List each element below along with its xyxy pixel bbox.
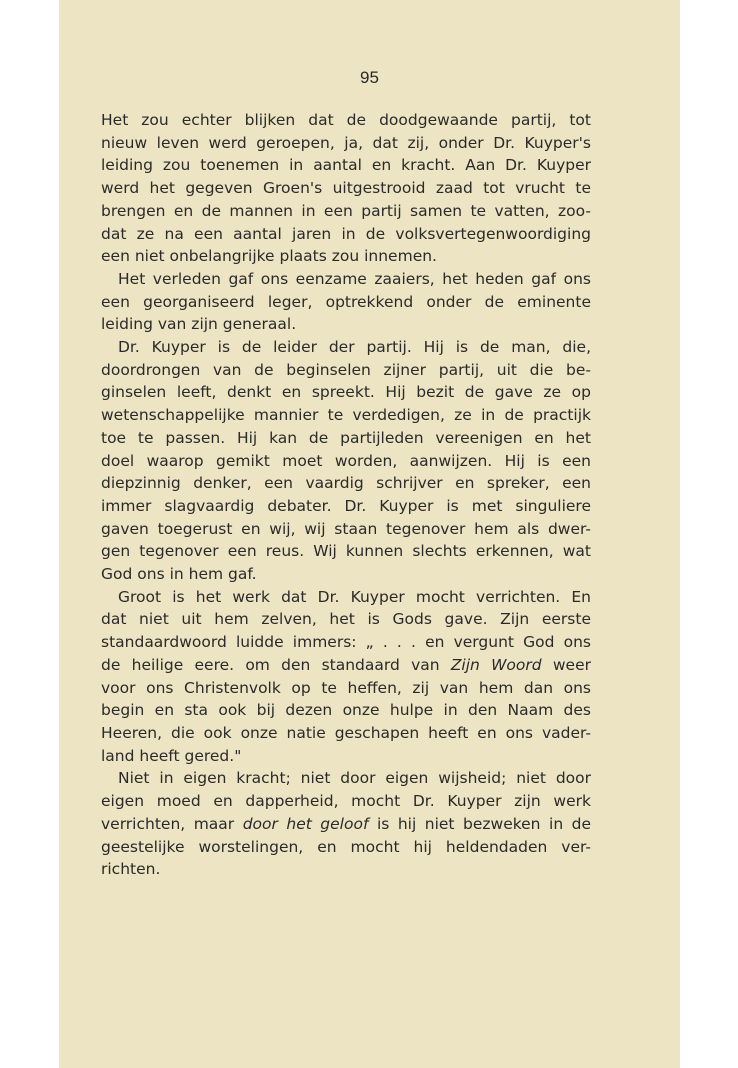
text-line: gaven toegerust en wij, wij staan tegenover hem als dwer- [101, 519, 591, 538]
text-line [101, 813, 591, 836]
text-line: brengen en de mannen in een partij samen te vatten, zoo- [101, 201, 591, 220]
paragraph-4 [101, 586, 591, 768]
text-line: immer slagvaardig debater. Dr. Kuyper is met singuliere [101, 496, 591, 515]
text-line: Niet in eigen kracht; niet door eigen wijsheid; niet door [118, 769, 591, 788]
text-line: begin en sta ook bij dezen onze hulpe in den Naam des [101, 701, 591, 720]
page-number: 95 [360, 68, 379, 87]
paragraph-3 [101, 336, 591, 586]
text-line: richten. [101, 860, 161, 879]
text-line: God ons in hem gaf. [101, 565, 257, 584]
text-line: Dr. Kuyper is de leider der partij. Hij is de man, die, [118, 338, 591, 357]
italic-title: Zijn Woord [450, 655, 542, 674]
paragraph-5 [101, 767, 591, 881]
text-run: verrichten, maar [101, 814, 235, 833]
book-page [59, 0, 680, 1068]
text-line: werd het gegeven Groen's uitgestrooid zaad tot vrucht te [101, 179, 591, 198]
text-line: voor ons Christenvolk op te heffen, zij van hem dan ons [101, 678, 591, 697]
text-line: een georganiseerd leger, optrekkend onder de eminente [101, 292, 591, 311]
text-line: een niet onbelangrijke plaats zou innemen. [101, 247, 437, 266]
text-line: Groot is het werk dat Dr. Kuyper mocht verrichten. En [118, 587, 591, 606]
text-line: Heeren, die ook onze natie geschapen heeft en ons vader- [101, 723, 591, 742]
text-line: leiding zou toenemen in aantal en kracht. Aan Dr. Kuyper [101, 156, 591, 175]
text-line: toe te passen. Hij kan de partijleden vereenigen en het [101, 428, 591, 447]
text-run: de heilige eere. om den standaard van [101, 655, 440, 674]
text-line: wetenschappelijke mannier te verdedigen, ze in de practijk [101, 406, 591, 425]
text-line: ginselen leeft, denkt en spreekt. Hij bezit de gave ze op [101, 383, 591, 402]
text-line: doordrongen van de beginselen zijner partij, uit die be- [101, 360, 591, 379]
text-line: nieuw leven werd geroepen, ja, dat zij, onder Dr. Kuyper's [101, 133, 591, 152]
text-line: geestelijke worstelingen, en mocht hij heldendaden ver- [101, 837, 591, 856]
body-text [101, 109, 591, 881]
text-line: diepzinnig denker, een vaardig schrijver en spreker, een [101, 474, 591, 493]
text-line: leiding van zijn generaal. [101, 315, 297, 334]
text-line: Het zou echter blijken dat de doodgewaande partij, tot [101, 111, 591, 129]
text-run: is hij niet bezweken in de [376, 814, 592, 833]
text-line: gen tegenover een reus. Wij kunnen slechts erkennen, wat [101, 542, 591, 561]
text-run: weer [552, 655, 591, 674]
text-line: dat niet uit hem zelven, het is Gods gave. Zijn eerste [101, 610, 591, 629]
text-line: doel waarop gemikt moet worden, aanwijzen. Hij is een [101, 451, 591, 470]
text-line: standaardwoord luidde immers: „ . . . en vergunt God ons [101, 633, 591, 652]
paragraph-1 [101, 109, 591, 268]
text-line [101, 654, 591, 677]
paragraph-2 [101, 268, 591, 336]
text-line: Het verleden gaf ons eenzame zaaiers, het heden gaf ons [118, 269, 591, 288]
text-line: dat ze na een aantal jaren in de volksvertegenwoordiging [101, 224, 591, 243]
text-line: land heeft gered." [101, 746, 242, 765]
text-line: eigen moed en dapperheid, mocht Dr. Kuyper zijn werk [101, 792, 591, 811]
italic-phrase: door het geloof [242, 814, 369, 833]
